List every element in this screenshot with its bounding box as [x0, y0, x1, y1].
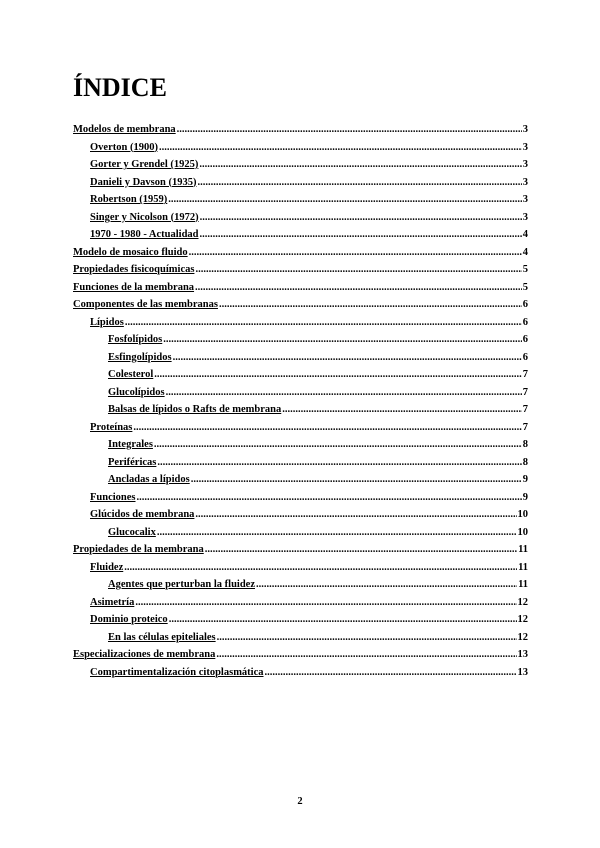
- toc-entry-label: Modelos de membrana: [73, 124, 176, 135]
- toc-entry-page: 12: [517, 631, 528, 643]
- toc-entry[interactable]: [73, 174, 528, 192]
- toc-entry[interactable]: [73, 401, 528, 419]
- toc-entry-label: Asimetría: [90, 596, 135, 608]
- toc-entry[interactable]: [73, 471, 528, 489]
- toc-dot-leader: [177, 121, 522, 139]
- toc-dot-leader: [195, 279, 522, 297]
- toc-entry-label: Colesterol: [108, 369, 154, 380]
- toc-entry-page: 8: [522, 456, 528, 468]
- toc-dot-leader: [168, 191, 521, 209]
- toc-entry[interactable]: [73, 576, 528, 594]
- toc-entry-page: 10: [517, 526, 528, 538]
- toc-entry[interactable]: [73, 226, 528, 244]
- toc-entry[interactable]: [73, 506, 528, 524]
- toc-entry-label: Balsas de lípidos o Rafts de membrana: [108, 404, 282, 415]
- toc-dot-leader: [163, 331, 521, 349]
- toc-entry-page: 3: [522, 211, 528, 223]
- page-title: ÍNDICE: [73, 73, 167, 102]
- toc-entry-label: Componentes de las membranas: [73, 299, 218, 310]
- toc-entry[interactable]: [73, 209, 528, 227]
- toc-entry-label: Ancladas a lípidos: [108, 474, 190, 485]
- toc-entry-label: Overton (1900): [90, 141, 158, 153]
- toc-dot-leader: [125, 314, 522, 332]
- toc-entry-page: 6: [522, 334, 528, 345]
- toc-entry[interactable]: [73, 541, 528, 559]
- toc-entry-label: Propiedades fisicoquímicas: [73, 264, 195, 275]
- toc-entry[interactable]: [73, 366, 528, 384]
- toc-entry[interactable]: [73, 279, 528, 297]
- toc-entry-label: Glúcidos de membrana: [90, 509, 195, 520]
- toc-entry-label: Funciones: [90, 491, 136, 503]
- toc-entry-label: Especializaciones de membrana: [73, 649, 216, 660]
- toc-dot-leader: [282, 401, 521, 419]
- toc-entry[interactable]: [73, 664, 528, 682]
- toc-entry-page: 6: [522, 351, 528, 363]
- toc-dot-leader: [137, 489, 522, 507]
- page-number: 2: [297, 796, 303, 807]
- toc-entry-page: 10: [517, 509, 528, 520]
- toc-entry[interactable]: [73, 121, 528, 139]
- toc-entry-label: Compartimentalización citoplasmática: [90, 666, 264, 678]
- toc-dot-leader: [191, 471, 522, 489]
- toc-entry-page: 3: [522, 176, 528, 188]
- toc-entry[interactable]: [73, 454, 528, 472]
- toc-entry-label: Agentes que perturban la fluidez: [108, 579, 255, 590]
- toc-entry-page: 3: [522, 159, 528, 170]
- toc-dot-leader: [217, 629, 517, 647]
- table-of-contents: [73, 121, 528, 681]
- toc-entry-label: Robertson (1959): [90, 194, 168, 205]
- toc-entry-page: 4: [522, 229, 528, 240]
- toc-entry[interactable]: [73, 646, 528, 664]
- toc-entry-page: 7: [522, 404, 528, 415]
- toc-entry-label: Dominio proteico: [90, 614, 168, 625]
- toc-dot-leader: [173, 349, 522, 367]
- toc-dot-leader: [135, 594, 516, 612]
- toc-entry-label: Fluidez: [90, 561, 124, 573]
- toc-entry[interactable]: [73, 296, 528, 314]
- toc-entry-page: 11: [518, 579, 528, 590]
- toc-dot-leader: [124, 559, 517, 577]
- toc-entry-page: 8: [522, 439, 528, 450]
- toc-entry-page: 6: [522, 299, 528, 310]
- toc-entry[interactable]: [73, 384, 528, 402]
- toc-entry[interactable]: [73, 436, 528, 454]
- toc-entry-label: Gorter y Grendel (1925): [90, 159, 199, 170]
- toc-dot-leader: [159, 139, 522, 157]
- toc-dot-leader: [157, 454, 521, 472]
- toc-entry-page: 12: [517, 596, 528, 608]
- toc-dot-leader: [169, 611, 517, 629]
- toc-entry-label: Lípidos: [90, 316, 124, 328]
- toc-entry-page: 9: [522, 474, 528, 485]
- toc-dot-leader: [154, 366, 521, 384]
- toc-dot-leader: [166, 384, 522, 402]
- toc-dot-leader: [219, 296, 522, 314]
- toc-dot-leader: [265, 664, 517, 682]
- toc-entry-label: Funciones de la membrana: [73, 281, 195, 293]
- toc-entry[interactable]: [73, 489, 528, 507]
- toc-entry-page: 6: [522, 316, 528, 328]
- toc-entry-label: Esfingolípidos: [108, 351, 172, 363]
- toc-entry-label: Proteínas: [90, 421, 133, 433]
- toc-entry[interactable]: [73, 156, 528, 174]
- toc-entry-page: 9: [522, 491, 528, 503]
- toc-entry-page: 5: [522, 281, 528, 293]
- toc-entry-label: En las células epiteliales: [108, 631, 216, 643]
- toc-dot-leader: [200, 209, 522, 227]
- toc-entry-page: 12: [517, 614, 528, 625]
- toc-entry[interactable]: [73, 629, 528, 647]
- toc-dot-leader: [197, 174, 521, 192]
- toc-entry[interactable]: [73, 331, 528, 349]
- toc-entry-label: Singer y Nicolson (1972): [90, 211, 199, 223]
- toc-entry[interactable]: [73, 349, 528, 367]
- toc-entry-page: 7: [522, 386, 528, 398]
- toc-entry-label: Integrales: [108, 439, 153, 450]
- toc-entry[interactable]: [73, 524, 528, 542]
- toc-dot-leader: [195, 506, 516, 524]
- toc-entry-page: 4: [522, 246, 528, 258]
- toc-dot-leader: [216, 646, 516, 664]
- toc-entry-label: Periféricas: [108, 456, 157, 468]
- toc-entry-label: Glucocalix: [108, 526, 156, 538]
- toc-entry[interactable]: [73, 559, 528, 577]
- toc-entry-page: 3: [522, 124, 528, 135]
- toc-entry-label: Modelo de mosaico fluido: [73, 246, 188, 258]
- toc-dot-leader: [154, 436, 522, 454]
- toc-dot-leader: [195, 261, 521, 279]
- toc-entry-page: 3: [522, 194, 528, 205]
- toc-dot-leader: [133, 419, 521, 437]
- toc-entry-label: Danieli y Davson (1935): [90, 176, 197, 188]
- toc-entry[interactable]: [73, 244, 528, 262]
- toc-entry-page: 3: [522, 141, 528, 153]
- toc-dot-leader: [157, 524, 517, 542]
- toc-entry-page: 13: [517, 666, 528, 678]
- toc-dot-leader: [199, 156, 521, 174]
- toc-entry[interactable]: [73, 314, 528, 332]
- toc-entry-page: 11: [518, 561, 528, 573]
- toc-entry-page: 7: [522, 369, 528, 380]
- toc-entry[interactable]: [73, 594, 528, 612]
- toc-entry-page: 5: [522, 264, 528, 275]
- toc-dot-leader: [200, 226, 522, 244]
- toc-dot-leader: [205, 541, 517, 559]
- toc-entry[interactable]: [73, 261, 528, 279]
- toc-entry-label: Fosfolípidos: [108, 334, 163, 345]
- toc-dot-leader: [256, 576, 517, 594]
- toc-entry[interactable]: [73, 419, 528, 437]
- toc-dot-leader: [189, 244, 522, 262]
- toc-entry[interactable]: [73, 611, 528, 629]
- toc-entry-page: 13: [517, 649, 528, 660]
- toc-entry-label: 1970 - 1980 - Actualidad: [90, 229, 199, 240]
- toc-entry-page: 7: [522, 421, 528, 433]
- toc-entry-label: Glucolípidos: [108, 386, 165, 398]
- toc-entry[interactable]: [73, 139, 528, 157]
- toc-entry-page: 11: [518, 544, 528, 555]
- toc-entry-label: Propiedades de la membrana: [73, 544, 204, 555]
- toc-entry[interactable]: [73, 191, 528, 209]
